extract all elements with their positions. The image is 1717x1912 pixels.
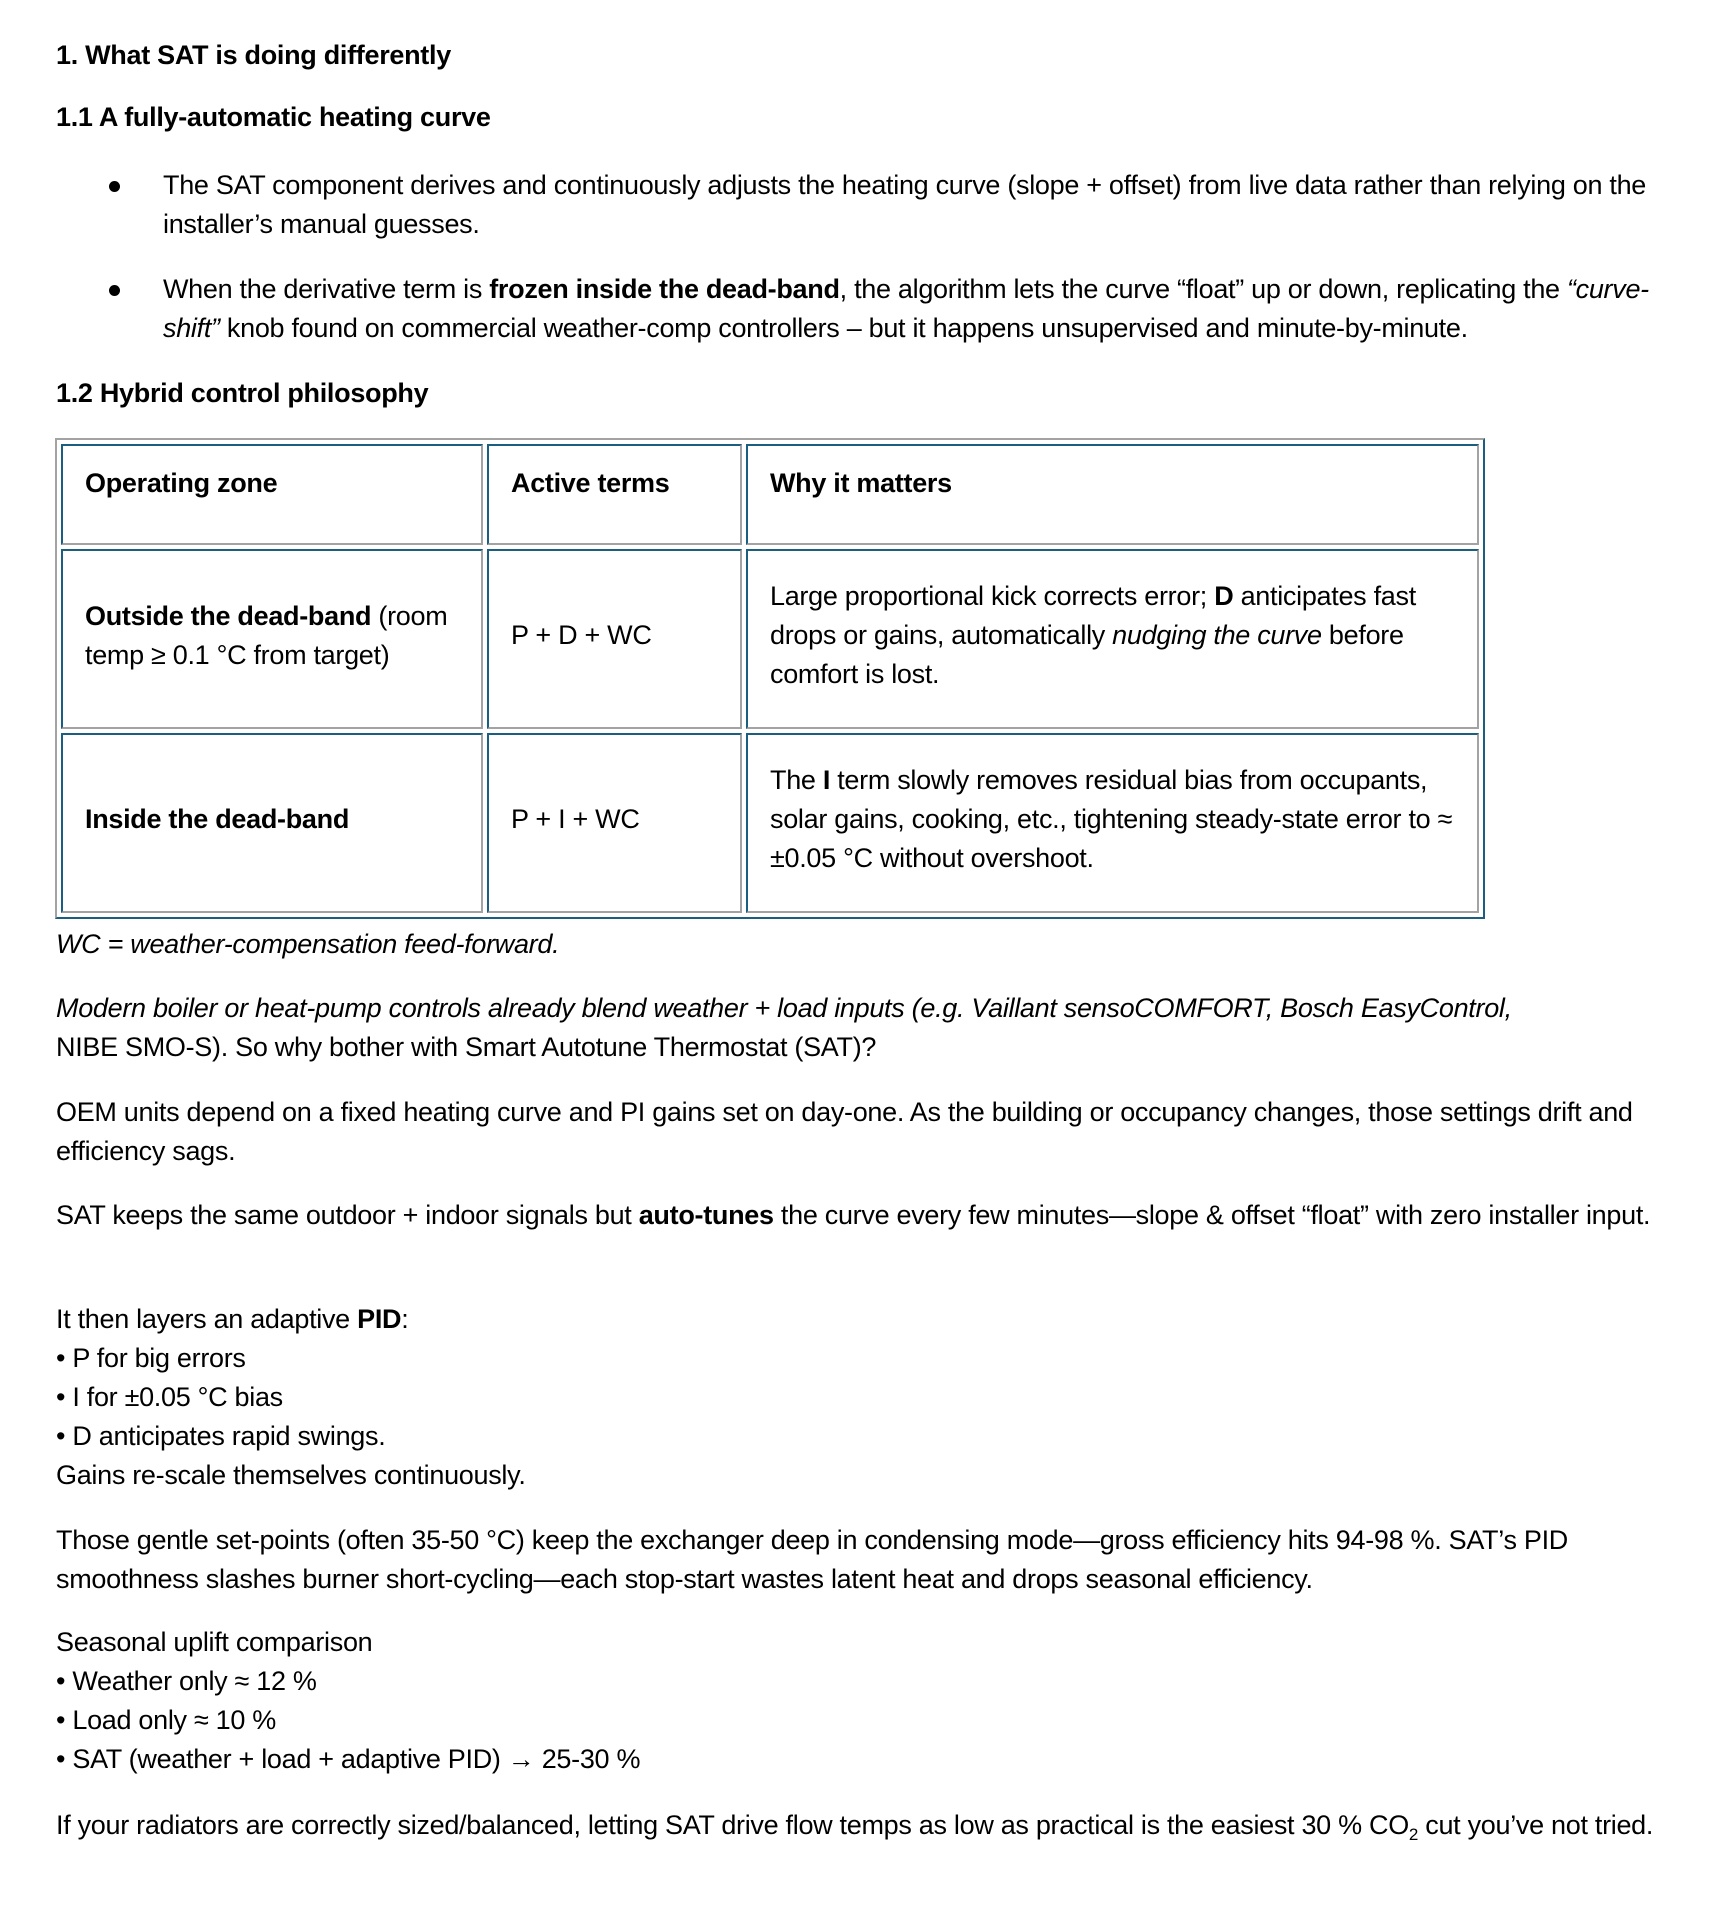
bullet-dot-icon (109, 285, 120, 296)
column-header-why-it-matters (746, 444, 1479, 545)
modern-italic-text: Modern boiler or heat-pump controls already blend weather + load inputs (e.g. Vaillant sensoCOMFORT, Bosch EasyControl, (56, 993, 1512, 1023)
final-post: cut you’ve not tried. (1418, 1810, 1654, 1840)
table-row (61, 549, 1479, 729)
paragraph-sat-autotunes (56, 1196, 1666, 1235)
why-bold: I (822, 765, 831, 795)
pid-post: : (401, 1304, 409, 1334)
zone-bold-text: Inside the dead-band (85, 804, 350, 834)
modern-rest-text: NIBE SMO-S). So why bother with Smart Autotune Thermostat (SAT)? (56, 1032, 877, 1062)
cell-active-terms (487, 549, 742, 729)
season-list-item: • Load only ≈ 10 % (56, 1705, 277, 1735)
season-title: Seasonal uplift comparison (56, 1627, 373, 1657)
column-header-operating-zone (61, 444, 483, 545)
cell-active-terms (487, 733, 742, 913)
sat-pre: SAT keeps the same outdoor + indoor signals but (56, 1200, 639, 1230)
pid-list-item: • D anticipates rapid swings. (56, 1421, 386, 1451)
terms-text: P + D + WC (511, 620, 652, 650)
column-header-active-terms (487, 444, 742, 545)
final-subscript: 2 (1408, 1825, 1419, 1844)
heading-section-1-1: 1.1 A fully-automatic heating curve (56, 102, 491, 132)
why-bold: D (1214, 581, 1234, 611)
bullet-item (56, 270, 1656, 348)
why-italic: nudging the curve (1112, 620, 1322, 650)
season-list-item: • Weather only ≈ 12 % (56, 1666, 317, 1696)
paragraph-final-co2 (56, 1806, 1666, 1845)
why-pre: Large proportional kick corrects error; (770, 581, 1215, 611)
table-caption: WC = weather-compensation feed-forward. (56, 929, 560, 959)
sat-bold: auto-tunes (638, 1200, 774, 1230)
zone-rest-text: (room temp ≥ 0.1 °C from target) (85, 600, 448, 670)
season-list-item: • SAT (weather + load + adaptive PID) → 25-30 % (56, 1744, 641, 1774)
header-text: Operating zone (85, 468, 278, 498)
paragraph-seasonal-uplift (56, 1623, 1666, 1779)
bullet-text-bold: frozen inside the dead-band (489, 274, 840, 304)
bullet-dot-icon (109, 181, 120, 192)
final-pre: If your radiators are correctly sized/balanced, letting SAT drive flow temps as low as practical is the easiest 30 % CO (56, 1810, 1409, 1840)
why-mid: term slowly removes residual bias from occupants, solar gains, cooking, etc., tightening steady-state error to ≈ ±0.05 °C without overshoot. (770, 765, 1453, 873)
sat-post: the curve every few minutes—slope & offset “float” with zero installer input. (773, 1200, 1651, 1230)
heading-curve-bullet-list (56, 166, 1656, 374)
table-row (61, 733, 1479, 913)
paragraph-modern-controls (56, 989, 1666, 1067)
header-text: Active terms (511, 468, 670, 498)
bullet-item (56, 166, 1656, 244)
cell-operating-zone (61, 549, 483, 729)
cell-why-it-matters (746, 733, 1479, 913)
paragraph-adaptive-pid (56, 1300, 1666, 1495)
bullet-text-italic: “curve-shift” (163, 274, 1649, 343)
zone-bold-text: Outside the dead-band (85, 600, 372, 631)
why-post: before comfort is lost. (770, 620, 1404, 689)
control-philosophy-table-wrapper (55, 438, 1485, 919)
header-text: Why it matters (770, 468, 952, 498)
pid-bold: PID (357, 1304, 402, 1334)
cell-operating-zone (61, 733, 483, 913)
why-mid: anticipates fast drops or gains, automatically (770, 581, 1416, 650)
bullet-text-pre: When the derivative term is (163, 274, 490, 304)
pid-list-item: • I for ±0.05 °C bias (56, 1382, 283, 1412)
pid-list-item: • P for big errors (56, 1343, 246, 1373)
paragraph-oem-units: OEM units depend on a fixed heating curve and PI gains set on day-one. As the building or occupancy changes, those settings drift and efficiency sags. (56, 1097, 1633, 1166)
terms-text: P + I + WC (511, 804, 640, 834)
pid-tail-text: Gains re-scale themselves continuously. (56, 1460, 526, 1490)
bullet-text-post: knob found on commercial weather-comp controllers – but it happens unsupervised and minute-by-minute. (219, 313, 1468, 343)
heading-main: 1. What SAT is doing differently (56, 40, 451, 70)
control-philosophy-table (55, 438, 1485, 919)
bullet-text-mid: , the algorithm lets the curve “float” up or down, replicating the (839, 274, 1567, 304)
bullet-text: The SAT component derives and continuously adjusts the heating curve (slope + offset) from live data rather than relying on the installer’s manual guesses. (163, 170, 1647, 239)
heading-section-1-2: 1.2 Hybrid control philosophy (56, 378, 429, 408)
why-pre: The (770, 765, 823, 795)
pid-pre: It then layers an adaptive (56, 1304, 358, 1334)
paragraph-gentle-setpoints: Those gentle set-points (often 35-50 °C) keep the exchanger deep in condensing mode—gross efficiency hits 94-98 %. SAT’s PID smoothness slashes burner short-cycling—each stop-start wastes latent heat and drops seasonal efficiency. (56, 1525, 1568, 1594)
cell-why-it-matters (746, 549, 1479, 729)
table-header-row (61, 444, 1479, 545)
